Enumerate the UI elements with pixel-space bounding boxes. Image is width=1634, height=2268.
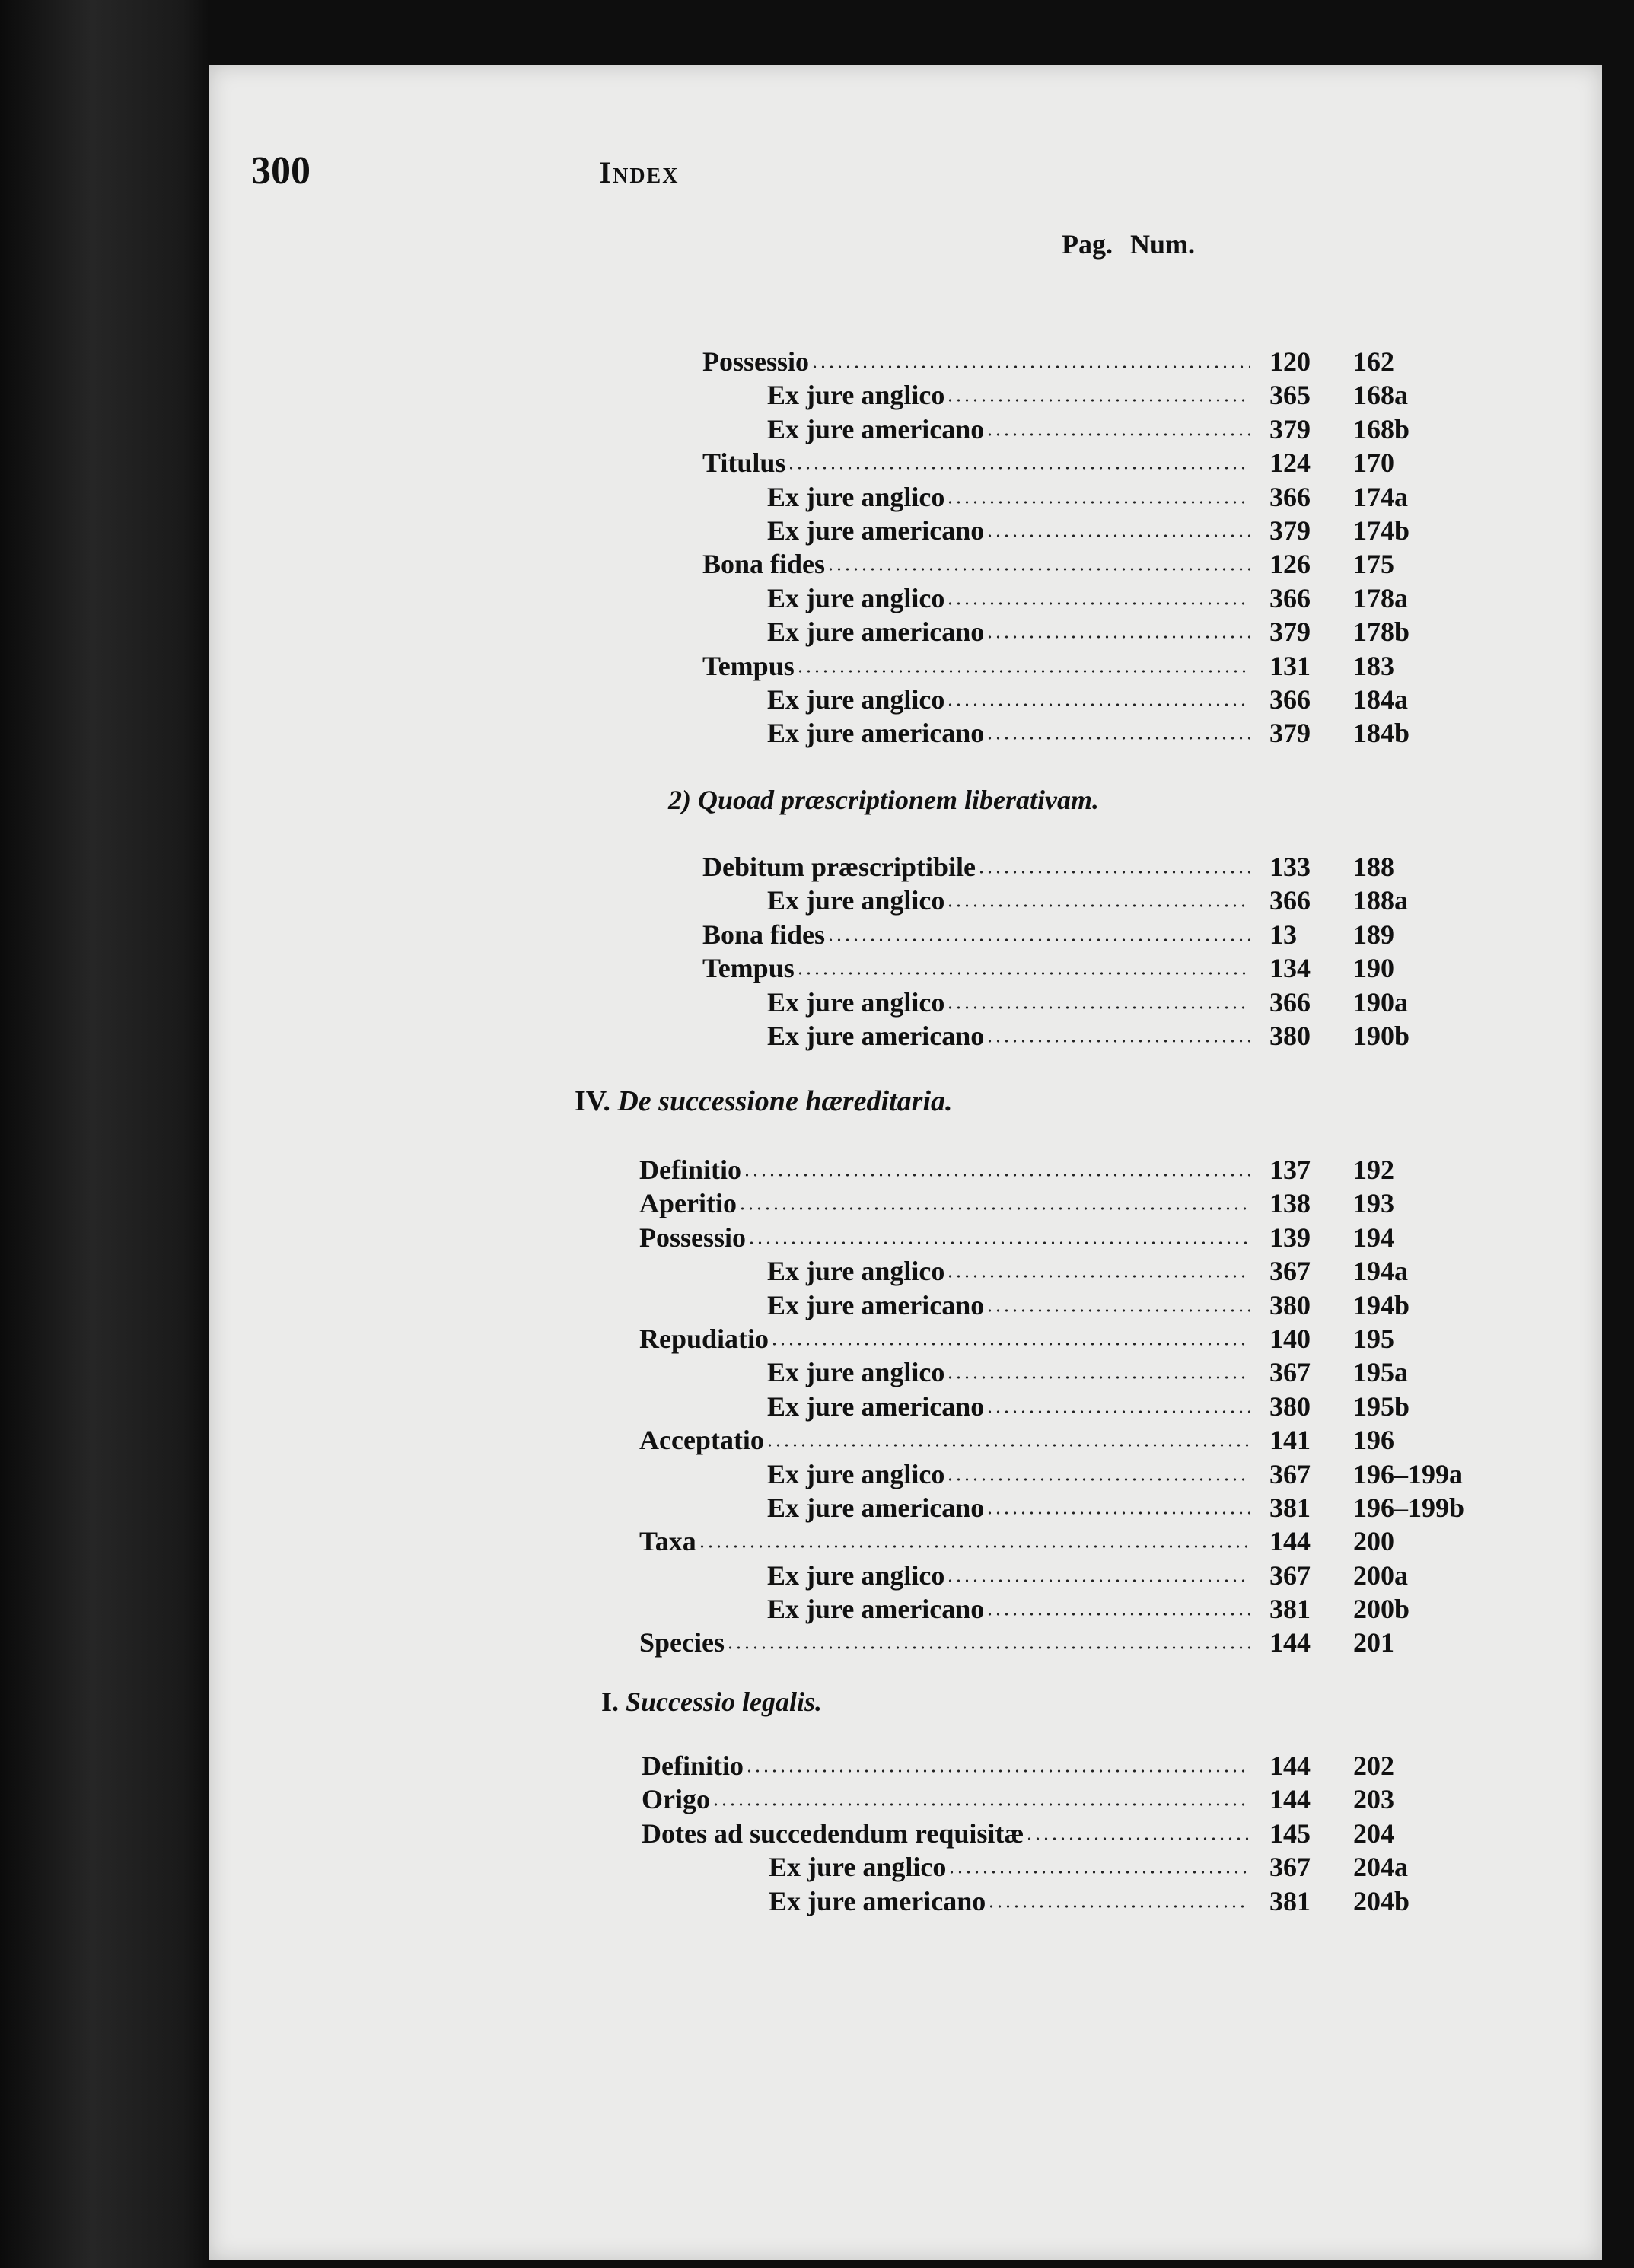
- entry-page: 140: [1269, 1323, 1311, 1354]
- leader-dots: [712, 1801, 1250, 1808]
- entry-number: 189: [1353, 919, 1394, 950]
- entry-label: Ex jure americano: [767, 616, 985, 648]
- entry-number: 194b: [1353, 1289, 1410, 1320]
- index-entry: [0, 480, 1634, 514]
- entry-label: Ex jure anglico: [767, 885, 945, 916]
- entry-number: 204: [1353, 1817, 1394, 1849]
- column-header-pag: Pag.: [1062, 229, 1113, 260]
- entry-page: 366: [1269, 885, 1311, 916]
- index-entry: [0, 884, 1634, 917]
- entry-label: Ex jure americano: [767, 413, 985, 444]
- index-entry: [0, 581, 1634, 615]
- index-entry: [0, 1288, 1634, 1322]
- page-number: 300: [251, 149, 311, 193]
- entry-number: 203: [1353, 1784, 1394, 1815]
- entry-number: 192: [1353, 1155, 1394, 1185]
- index-entry: [0, 514, 1634, 547]
- entry-number: 193: [1353, 1188, 1394, 1219]
- index-section-successio-legalis: [0, 1749, 1634, 1918]
- leader-dots: [1025, 1836, 1250, 1842]
- entry-number: 195: [1353, 1323, 1394, 1354]
- entry-page: 145: [1269, 1817, 1311, 1849]
- entry-number: 194a: [1353, 1256, 1408, 1287]
- leader-dots: [946, 1476, 1250, 1483]
- entry-page: 381: [1269, 1594, 1311, 1625]
- entry-page: 144: [1269, 1750, 1311, 1781]
- entry-page: 381: [1269, 1492, 1311, 1523]
- entry-page: 144: [1269, 1526, 1311, 1557]
- entry-page: 367: [1269, 1852, 1311, 1883]
- entry-label: Ex jure americano: [767, 718, 985, 749]
- index-entry: [0, 345, 1634, 378]
- index-entry: [0, 1457, 1634, 1491]
- index-entry: [0, 1491, 1634, 1524]
- index-entry: [0, 649, 1634, 683]
- entry-number: 194: [1353, 1222, 1394, 1253]
- index-section-liberativam: [0, 850, 1634, 1053]
- entry-label: Tempus: [702, 953, 795, 984]
- entry-number: 200a: [1353, 1559, 1408, 1591]
- entry-number: 204a: [1353, 1852, 1408, 1883]
- section-heading-liberativam: 2) Quoad præscriptionem liberativam.: [668, 785, 1099, 815]
- leader-dots: [747, 1240, 1250, 1246]
- entry-label: Bona fides: [702, 549, 826, 580]
- entry-page: 379: [1269, 413, 1311, 444]
- index-entry: [0, 1019, 1634, 1053]
- entry-label: Ex jure anglico: [767, 986, 945, 1018]
- index-entry: [0, 1423, 1634, 1457]
- entry-page: 131: [1269, 650, 1311, 681]
- entry-number: 196: [1353, 1425, 1394, 1456]
- entry-page: 141: [1269, 1425, 1311, 1456]
- entry-number: 170: [1353, 448, 1394, 479]
- index-entry: [0, 1322, 1634, 1355]
- entry-page: 379: [1269, 514, 1311, 546]
- index-entry: [0, 446, 1634, 479]
- leader-dots: [946, 499, 1250, 505]
- column-header-num: Num.: [1130, 229, 1196, 260]
- entry-page: 139: [1269, 1222, 1311, 1253]
- leader-dots: [986, 1409, 1250, 1415]
- entry-page: 380: [1269, 1289, 1311, 1320]
- entry-label: Ex jure anglico: [769, 1852, 947, 1883]
- leader-dots: [946, 1578, 1250, 1584]
- index-entry: [0, 683, 1634, 716]
- index-entry: [0, 615, 1634, 648]
- section-title: Successio legalis.: [626, 1687, 823, 1717]
- section-title: De successione hæreditaria.: [617, 1085, 953, 1117]
- entry-page: 366: [1269, 481, 1311, 512]
- leader-dots: [745, 1768, 1250, 1774]
- entry-label: Taxa: [639, 1526, 696, 1557]
- leader-dots: [986, 432, 1250, 438]
- entry-page: 366: [1269, 582, 1311, 613]
- entry-number: 196–199b: [1353, 1492, 1465, 1523]
- entry-label: Ex jure anglico: [767, 582, 945, 613]
- index-entry: [0, 1355, 1634, 1389]
- index-entry: [0, 1153, 1634, 1187]
- entry-label: Ex jure americano: [769, 1885, 986, 1916]
- entry-page: 379: [1269, 616, 1311, 648]
- index-entry: [0, 850, 1634, 884]
- leader-dots: [946, 903, 1250, 909]
- leader-dots: [946, 1005, 1250, 1011]
- entry-number: 195b: [1353, 1390, 1410, 1422]
- entry-page: 367: [1269, 1559, 1311, 1591]
- index-entry: [0, 1817, 1634, 1850]
- leader-dots: [986, 1611, 1250, 1617]
- leader-dots: [827, 937, 1250, 943]
- entry-number: 183: [1353, 650, 1394, 681]
- entry-number: 162: [1353, 346, 1394, 377]
- page-header: [251, 148, 1027, 202]
- index-entry: [0, 1390, 1634, 1423]
- entry-label: Aperitio: [639, 1188, 737, 1219]
- entry-number: 200: [1353, 1526, 1394, 1557]
- entry-page: 138: [1269, 1188, 1311, 1219]
- index-entry: [0, 1524, 1634, 1558]
- entry-page: 137: [1269, 1155, 1311, 1185]
- entry-page: 366: [1269, 683, 1311, 715]
- leader-dots: [946, 1273, 1250, 1279]
- section-heading-successione: [575, 1085, 953, 1118]
- index-entry: [0, 918, 1634, 951]
- entry-page: 381: [1269, 1885, 1311, 1916]
- entry-page: 366: [1269, 986, 1311, 1018]
- entry-number: 178b: [1353, 616, 1410, 648]
- entry-label: Possessio: [702, 346, 810, 377]
- index-entry: [0, 413, 1634, 446]
- entry-label: Repudiatio: [639, 1323, 769, 1354]
- leader-dots: [946, 397, 1250, 403]
- entry-page: 134: [1269, 953, 1311, 984]
- entry-number: 201: [1353, 1627, 1394, 1658]
- entry-label: Ex jure anglico: [767, 380, 945, 411]
- entry-page: 367: [1269, 1357, 1311, 1388]
- leader-dots: [946, 1374, 1250, 1381]
- leader-dots: [766, 1442, 1250, 1448]
- entry-number: 190b: [1353, 1020, 1410, 1051]
- section-numeral: I.: [601, 1687, 620, 1717]
- entry-label: Dotes ad succedendum requisitæ: [642, 1817, 1024, 1849]
- entry-label: Ex jure americano: [767, 1289, 985, 1320]
- index-entry: [0, 1749, 1634, 1782]
- entry-label: Ex jure anglico: [767, 481, 945, 512]
- index-entry: [0, 951, 1634, 985]
- entry-number: 196–199a: [1353, 1458, 1463, 1489]
- entry-label: Ex jure anglico: [767, 1458, 945, 1489]
- entry-label: Bona fides: [702, 919, 826, 950]
- entry-label: Ex jure anglico: [767, 1357, 945, 1388]
- entry-page: 13: [1269, 919, 1297, 950]
- entry-number: 174b: [1353, 514, 1410, 546]
- leader-dots: [986, 1308, 1250, 1314]
- entry-label: Ex jure anglico: [767, 1559, 945, 1591]
- leader-dots: [948, 1869, 1250, 1875]
- index-entry: [0, 378, 1634, 412]
- leader-dots: [986, 634, 1250, 640]
- index-entry: [0, 1884, 1634, 1918]
- entry-number: 195a: [1353, 1357, 1408, 1388]
- leader-dots: [986, 533, 1250, 539]
- entry-page: 367: [1269, 1256, 1311, 1287]
- entry-page: 124: [1269, 448, 1311, 479]
- index-section-possessio: [0, 345, 1634, 750]
- entry-number: 204b: [1353, 1885, 1410, 1916]
- entry-label: Ex jure americano: [767, 1020, 985, 1051]
- entry-label: Ex jure americano: [767, 1594, 985, 1625]
- entry-label: Ex jure anglico: [767, 683, 945, 715]
- index-entry: [0, 1626, 1634, 1659]
- index-section-successione: [0, 1153, 1634, 1660]
- index-entry: [0, 1187, 1634, 1220]
- entry-number: 168b: [1353, 413, 1410, 444]
- index-entry: [0, 1592, 1634, 1626]
- index-entry: [0, 1221, 1634, 1254]
- entry-number: 175: [1353, 549, 1394, 580]
- leader-dots: [946, 600, 1250, 607]
- leader-dots: [770, 1341, 1250, 1347]
- index-entry: [0, 1782, 1634, 1816]
- entry-label: Species: [639, 1627, 725, 1658]
- entry-number: 184b: [1353, 718, 1410, 749]
- entry-number: 190a: [1353, 986, 1408, 1018]
- section-numeral: IV.: [575, 1085, 610, 1117]
- leader-dots: [946, 702, 1250, 708]
- index-entry: [0, 716, 1634, 750]
- leader-dots: [986, 735, 1250, 741]
- leader-dots: [787, 465, 1250, 471]
- entry-number: 188: [1353, 852, 1394, 882]
- entry-number: 188a: [1353, 885, 1408, 916]
- entry-page: 379: [1269, 718, 1311, 749]
- running-title: Index: [599, 155, 680, 190]
- entry-label: Ex jure anglico: [767, 1256, 945, 1287]
- leader-dots: [986, 1038, 1250, 1044]
- entry-page: 126: [1269, 549, 1311, 580]
- entry-page: 144: [1269, 1784, 1311, 1815]
- index-entry: [0, 547, 1634, 581]
- leader-dots: [698, 1543, 1250, 1550]
- entry-label: Tempus: [702, 650, 795, 681]
- column-headers: [1062, 228, 1442, 263]
- entry-number: 202: [1353, 1750, 1394, 1781]
- entry-number: 174a: [1353, 481, 1408, 512]
- index-entry: [0, 986, 1634, 1019]
- entry-page: 365: [1269, 380, 1311, 411]
- entry-page: 380: [1269, 1020, 1311, 1051]
- entry-number: 184a: [1353, 683, 1408, 715]
- entry-number: 168a: [1353, 380, 1408, 411]
- entry-label: Possessio: [639, 1222, 747, 1253]
- leader-dots: [738, 1206, 1250, 1212]
- index-entry: [0, 1850, 1634, 1884]
- entry-label: Definitio: [639, 1155, 741, 1185]
- entry-label: Origo: [642, 1784, 710, 1815]
- leader-dots: [977, 869, 1250, 875]
- entry-page: 380: [1269, 1390, 1311, 1422]
- entry-number: 200b: [1353, 1594, 1410, 1625]
- entry-number: 178a: [1353, 582, 1408, 613]
- entry-page: 120: [1269, 346, 1311, 377]
- leader-dots: [987, 1903, 1250, 1910]
- leader-dots: [827, 566, 1250, 572]
- entry-number: 190: [1353, 953, 1394, 984]
- index-entry: [0, 1559, 1634, 1592]
- entry-label: Debitum præscriptibile: [702, 852, 976, 882]
- leader-dots: [811, 364, 1250, 370]
- leader-dots: [796, 668, 1250, 674]
- entry-page: 133: [1269, 852, 1311, 882]
- index-entry: [0, 1254, 1634, 1288]
- entry-label: Ex jure americano: [767, 514, 985, 546]
- section-heading-successio-legalis: [601, 1686, 822, 1718]
- entry-label: Ex jure americano: [767, 1390, 985, 1422]
- leader-dots: [743, 1172, 1250, 1178]
- entry-label: Ex jure americano: [767, 1492, 985, 1523]
- leader-dots: [726, 1645, 1250, 1651]
- entry-label: Acceptatio: [639, 1425, 764, 1456]
- entry-page: 367: [1269, 1458, 1311, 1489]
- leader-dots: [796, 970, 1250, 976]
- entry-label: Definitio: [642, 1750, 744, 1781]
- entry-page: 144: [1269, 1627, 1311, 1658]
- leader-dots: [986, 1510, 1250, 1516]
- entry-label: Titulus: [702, 448, 786, 479]
